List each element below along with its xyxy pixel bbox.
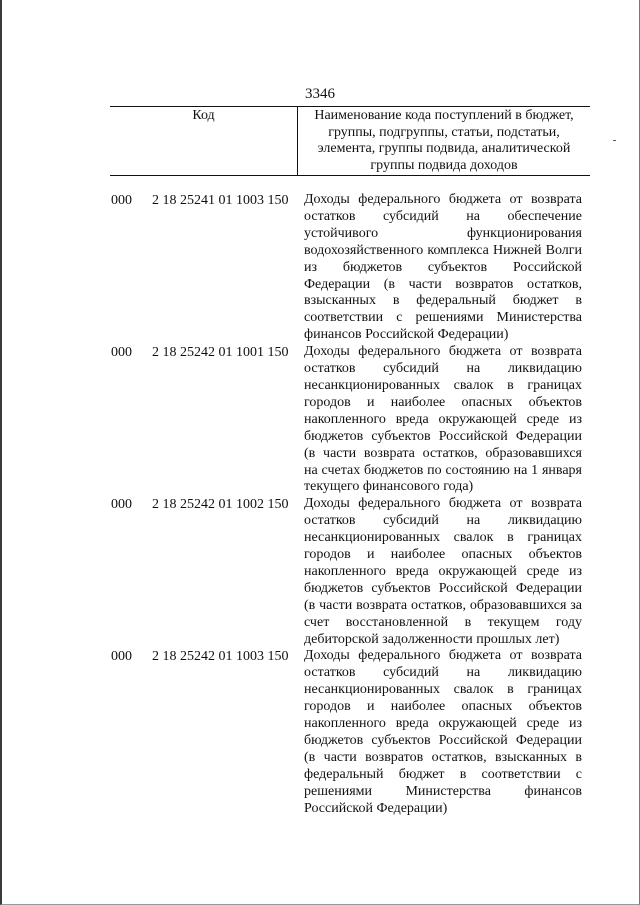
- row-income-code: 2 18 25242 01 1002 150: [152, 497, 289, 513]
- row-admin-code: 000: [111, 497, 132, 513]
- row-income-code: 2 18 25242 01 1003 150: [152, 649, 289, 665]
- table-row: [0, 192, 640, 344]
- table-row: [0, 648, 640, 817]
- row-description: Доходы федерального бюджета от возврата остатков субсидий на ликвидацию несанкционированных свалок в границах городов и наиболее опасных объектов накопленного вреда окружающей среде из бюджетов субъектов Российской Федерации (в части возврата остатков, образовавшихся за счет восстановленной в текущем году дебиторской задолженности прошлых лет): [304, 496, 582, 647]
- row-description: Доходы федерального бюджета от возврата остатков субсидий на ликвидацию несанкционированных свалок в границах городов и наиболее опасных объектов накопленного вреда окружающей среде из бюджетов субъектов Российской Федерации (в части возврата остатков, образовавшихся на счетах бюджетов по состоянию на 1 января текущего финансового года): [304, 344, 582, 495]
- row-admin-code: 000: [111, 649, 132, 665]
- table-body: [0, 192, 640, 818]
- header-name: Наименование кода поступлений в бюджет, группы, подгруппы, статьи, подстатьи, элемента, группы подвида, аналитической группы подвида доходов: [314, 108, 574, 173]
- table-row: [0, 496, 640, 648]
- table-row: [0, 344, 640, 496]
- row-income-code: 2 18 25241 01 1003 150: [152, 193, 289, 208]
- header-code: Код: [192, 108, 215, 123]
- table-header: [110, 106, 590, 176]
- row-description: Доходы федерального бюджета от возврата остатков субсидий на обеспечение устойчивого функционирования водохозяйственного комплекса Нижней Волги из бюджетов субъектов Российской Федерации (в части возвратов остатков, взысканных в федеральный бюджет в соответствии с решениями Министерства финансов Российской Федерации): [304, 192, 582, 343]
- scan-artifact: [613, 140, 616, 141]
- row-admin-code: 000: [111, 193, 132, 208]
- page-number: 3346: [305, 86, 335, 102]
- row-income-code: 2 18 25242 01 1001 150: [152, 345, 289, 361]
- row-admin-code: 000: [111, 345, 132, 361]
- row-description: Доходы федерального бюджета от возврата остатков субсидий на ликвидацию несанкционированных свалок в границах городов и наиболее опасных объектов накопленного вреда окружающей среде из бюджетов субъектов Российской Федерации (в части возвратов остатков, взысканных в федеральный бюджет в соответствии с решениями Министерства финансов Российской Федерации): [304, 648, 582, 816]
